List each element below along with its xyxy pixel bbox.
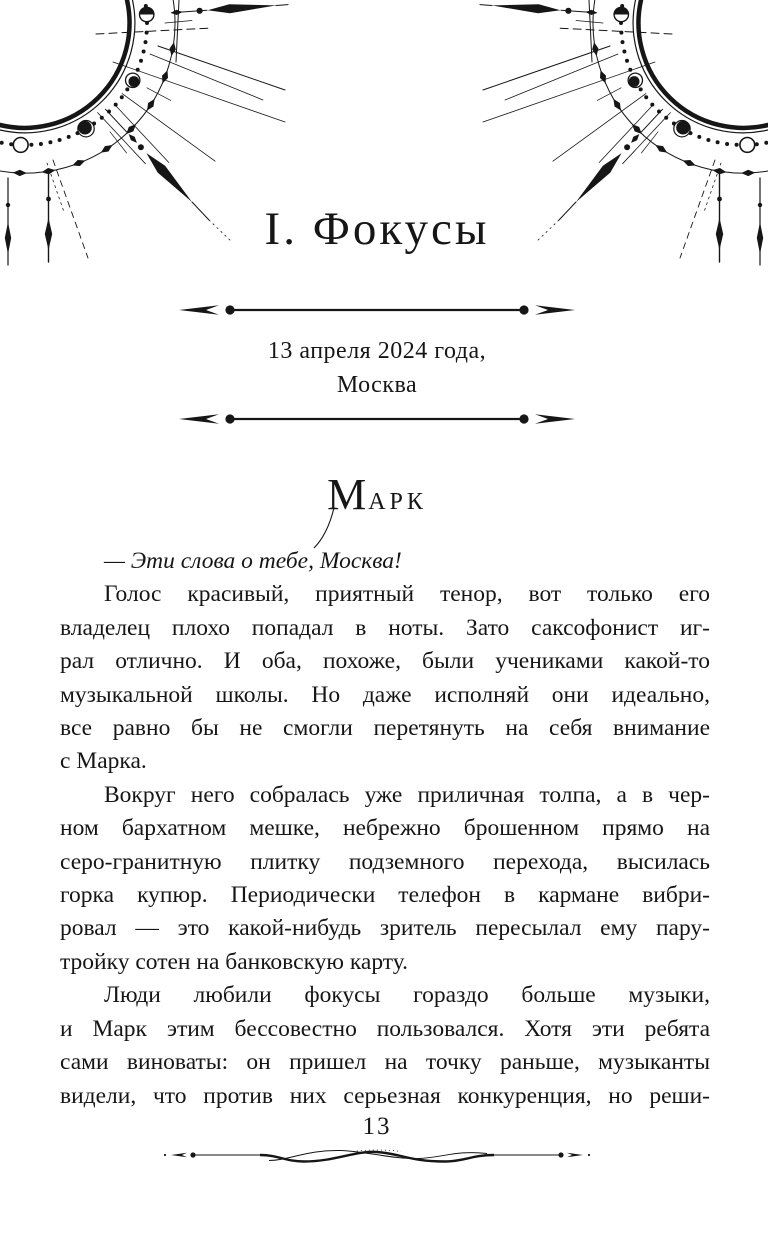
body-text-line: Голос красивый, приятный тенор, вот только его xyxy=(104,581,710,608)
section-heading-rest: АРК xyxy=(368,489,427,515)
body-text-line: тройку сотен на банковскую карту. xyxy=(60,948,409,975)
dateline xyxy=(0,334,754,402)
body-text-line: серо-гранитную плитку подземного перехода, высилась xyxy=(60,848,710,875)
bottom-divider-rule xyxy=(0,411,754,432)
dateline-date: 13 апреля 2024 года, xyxy=(267,338,487,364)
body-text-line: ном бархатном мешке, небрежно брошенном прямо на xyxy=(60,815,710,842)
top-divider-rule xyxy=(0,302,754,323)
page-number: 13 xyxy=(362,1113,392,1140)
body-text-line: владелец плохо попадал в ноты. Зато саксофонист иг- xyxy=(60,614,710,641)
body-text xyxy=(60,545,710,1113)
double-arrow-rule-icon xyxy=(177,302,577,318)
body-text-line: все равно бы не смогли перетянуть на себя внимание xyxy=(60,715,710,742)
body-text-line: Люди любили фокусы гораздо больше музыки, xyxy=(104,982,710,1009)
body-text-line: горка купюр. Периодически телефон в кармане вибри- xyxy=(60,882,710,909)
double-arrow-rule-icon xyxy=(177,411,577,427)
section-heading-initial: М xyxy=(327,470,369,519)
body-text-line: сами виноваты: он пришел на точку раньше, музыканты xyxy=(60,1049,710,1076)
dateline-city: Москва xyxy=(336,372,418,398)
ribbon-wave-flourish-icon xyxy=(157,1141,597,1169)
body-text-line: Вокруг него собралась уже приличная толпа, а в чер- xyxy=(104,781,710,808)
section-heading xyxy=(0,472,754,518)
chapter-title: I. Фокусы xyxy=(264,203,490,255)
body-text-line: музыкальной школы. Но даже исполняй они идеально, xyxy=(60,681,710,708)
footer-ornament xyxy=(0,1141,754,1174)
body-text-line: ровал — это какой-нибудь зритель пересылал ему пару- xyxy=(60,915,710,942)
body-text-line: и Марк этим бессовестно пользовался. Хотя эти ребята xyxy=(60,1015,710,1042)
body-text-line: — Эти слова о тебе, Москва! xyxy=(104,548,402,574)
body-text-line: с Марка. xyxy=(60,748,147,775)
body-text-line: рал отлично. И оба, похоже, были учениками какой-то xyxy=(60,648,710,675)
body-text-line: видели, что против них серьезная конкуренция, но реши- xyxy=(60,1082,710,1109)
